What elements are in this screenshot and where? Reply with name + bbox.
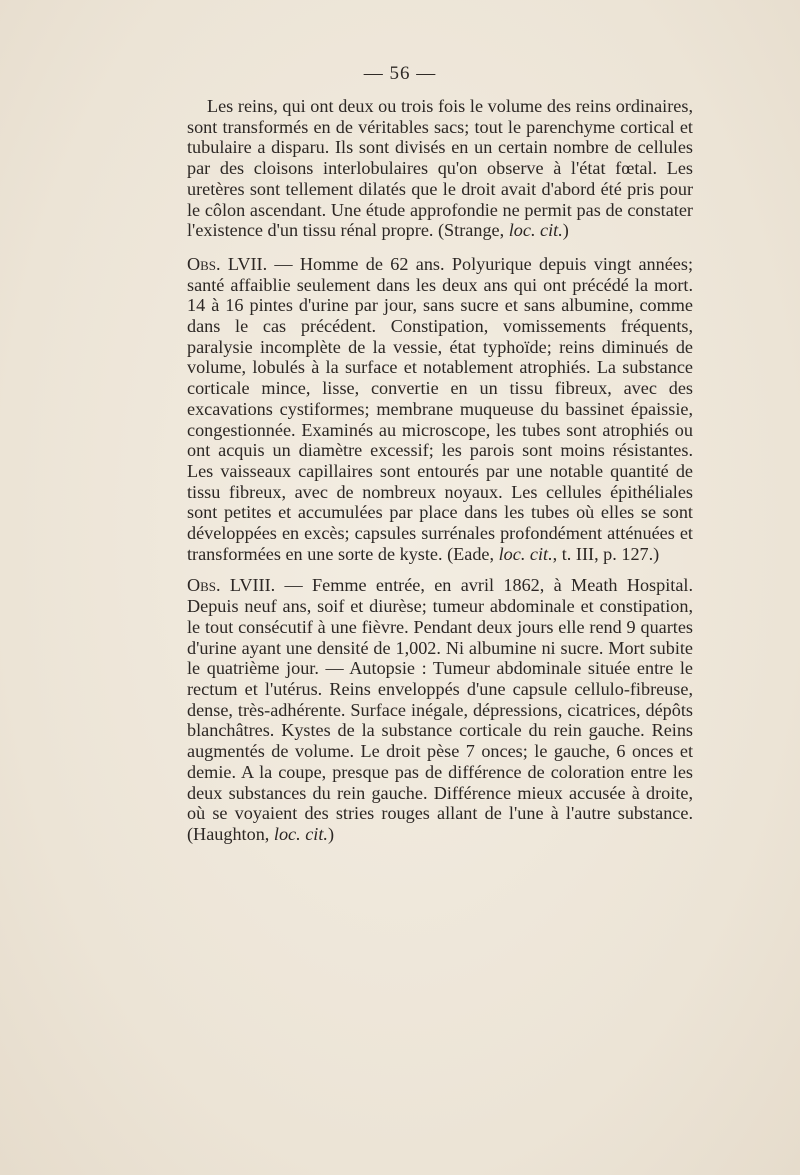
page-number: — 56 — [363, 63, 437, 84]
citation-end: , t. III, p. 127.) [552, 543, 660, 564]
body-text [187, 96, 693, 845]
citation-end: ) [327, 823, 334, 844]
citation: loc. cit. [498, 543, 553, 564]
paragraph-strange [187, 96, 693, 241]
observation-label: Obs. LVII. [187, 253, 268, 274]
observation-text: — Femme entrée, en avril 1862, à Meath Hospital. Depuis neuf ans, soif et diurèse; tumeur abdominale et constipation, le tout consécutif à une fièvre. Pendant deux jours elle rend 9 quartes d'urine ayant une densité de 1,002. Ni albumine ni sucre. Mort subite le quatrième jour. — Autopsie : Tumeur abdominale située entre le rectum et l'utérus. Reins enveloppés d'une capsule cellulo-fibreuse, dense, très-adhérente. Surface inégale, dépressions, cicatrices, dépôts blanchâtres. Kystes de la substance corticale du rein gauche. Reins augmentés de volume. Le droit pèse 7 onces; le gauche, 6 onces et demie. A la coupe, presque pas de différence de coloration entre les deux substances du rein gauche. Différence mieux accusée à droite, où se voyaient des stries rouges allant de l'une à l'autre substance. (Haughton, [187, 575, 693, 844]
observation-58 [187, 575, 693, 844]
citation: loc. cit. [273, 823, 328, 844]
citation: loc. cit. [508, 220, 563, 241]
observation-text: — Homme de 62 ans. Polyurique depuis vingt années; santé affaiblie seulement dans les deux ans qui ont précédé la mort. 14 à 16 pintes d'urine par jour, sans sucre et sans albumine, comme dans le cas précédent. Constipation, vomissements fréquents, paralysie incomplète de la vessie, état typhoïde; reins diminués de volume, lobulés à la surface et notablement atrophiés. La substance corticale mince, lisse, convertie en un tissu fibreux, avec des excavations cystiformes; membrane muqueuse du bassinet épaissie, congestionnée. Examinés au microscope, les tubes sont atrophiés ou ont acquis un diamètre excessif; les parois sont moins résistantes. Les vaisseaux capillaires sont entourés par une notable quantité de tissu fibreux, avec de nombreux noyaux. Les cellules épithéliales sont petites et accumulées par place dans les tubes où elles se sont développées en excès; capsules surrénales profondément atténuées et transformées en une sorte de kyste. (Eade, [187, 253, 693, 564]
observation-label: Obs. LVIII. [187, 575, 276, 596]
paragraph-text: Les reins, qui ont deux ou trois fois le volume des reins ordinaires, sont transformés en de véritables sacs; tout le parenchyme cortical et tubulaire a disparu. Ils sont divisés en un certain nombre de cellules par des cloisons interlobulaires qu'on observe à l'état fœtal. Les uretères sont tellement dilatés que le droit avait d'abord été pris pour le côlon ascendant. Une étude approfondie ne permit pas de constater l'existence d'un tissu rénal propre. (Strange, [187, 96, 693, 241]
citation-end: ) [562, 220, 569, 241]
observation-57 [187, 254, 693, 565]
